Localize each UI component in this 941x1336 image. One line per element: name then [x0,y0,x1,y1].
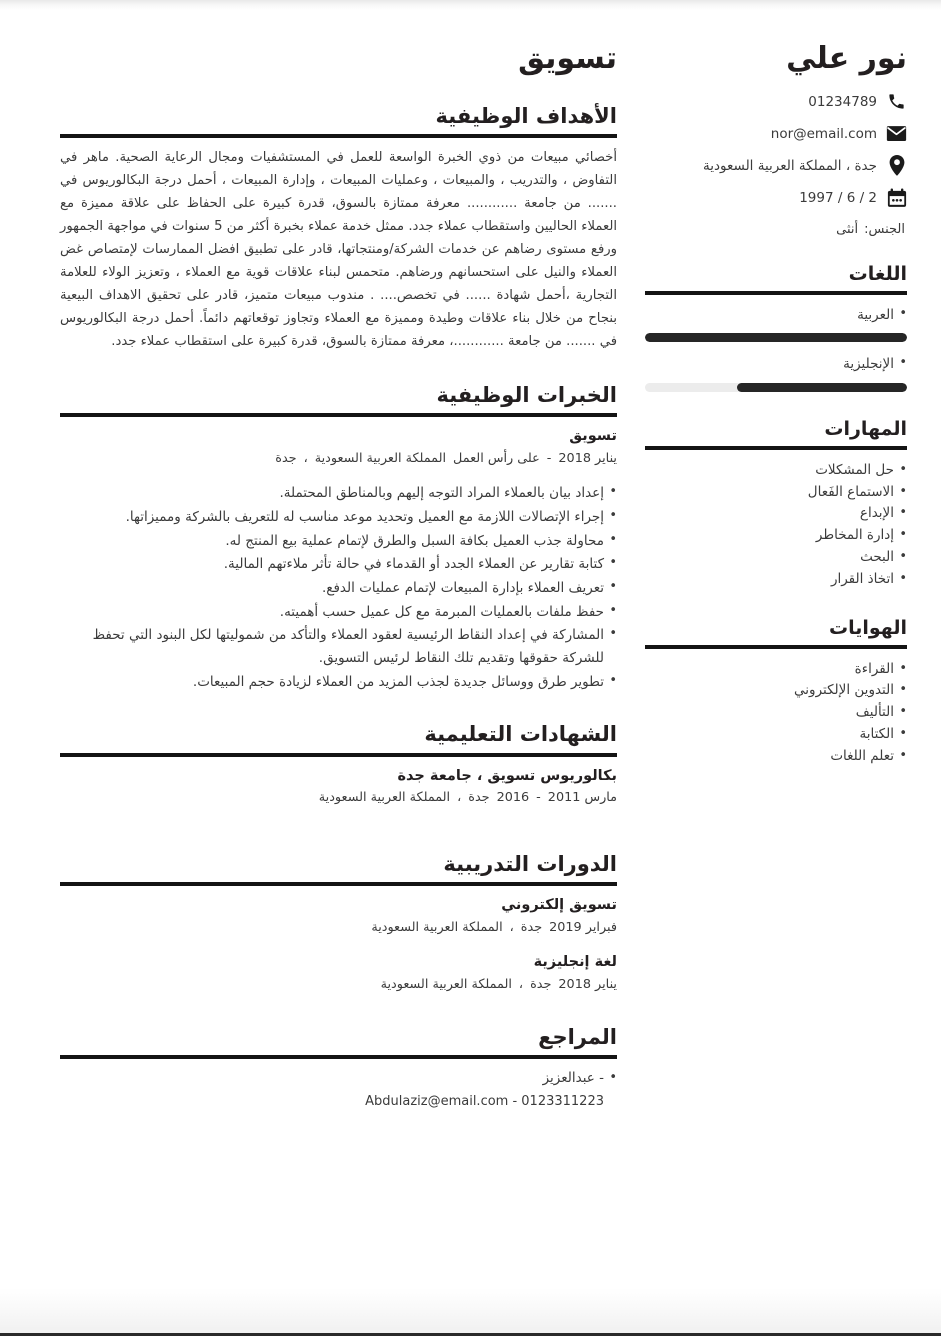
email-icon [886,123,907,144]
section-title-skills: المهارات [824,417,907,440]
course-country: المملكة العربية السعودية [371,919,503,935]
section-rule-objectives [60,134,617,138]
language-level-fill [737,383,907,392]
section-rule-skills [645,446,907,450]
course-entry [60,895,617,938]
section-rule-hobbies [645,645,907,649]
course-date: فبراير 2019 [549,919,617,935]
list-item: • الإبداع [645,503,907,525]
contact-row-location[interactable] [645,155,907,176]
list-item: • اتخاذ القرار [645,569,907,591]
experience-city: جدة [275,450,297,466]
list-item: • حل المشكلات [645,460,907,482]
skills-list [645,460,907,591]
course-location-sep: ، [509,919,514,935]
course-meta [60,918,617,938]
course-city: جدة [520,919,543,935]
list-item: • التأليف [645,702,907,724]
experience-country: المملكة العربية السعودية [314,450,447,466]
course-country: المملكة العربية السعودية [380,977,512,993]
language-level-fill [645,333,907,342]
course-title: لغة إنجليزية [533,954,617,971]
course-city: جدة [530,977,552,993]
page-title: تسويق [518,41,617,76]
section-rule-courses [60,882,617,886]
contact-phone-value: 01234789 [808,93,877,110]
list-item: • إدارة المخاطر [645,525,907,547]
gender-row [645,222,907,237]
list-item: • المشاركة في إعداد النقاط الرئيسية لعقود العملاء والتأكد من شموليتها لكل البنود التي تحفظ للشركة حقوقها وتقديم تلك النقاط لرئيس التسويق. [60,624,617,669]
education-entry [60,766,617,809]
list-item: • تطوير طرق ووسائل جديدة لجذب المزيد من العملاء لزيادة حجم المبيعات. [60,671,617,694]
experience-entry [60,426,617,693]
course-title: تسويق إلكتروني [501,897,617,914]
contact-row-phone[interactable] [645,91,907,112]
objective-paragraph: أخصائي مبيعات من ذوي الخبرة الواسعة للعمل في المستشفيات ومجال الرعاية الصحية. ماهر في التفاوض ، والتدريب ، والمبيعات ، وعمليات المبيعات ، وإدارة المبيعات ، أحمل درجة البكالوريوس في ....... من جامعة ............ معرفة ممتازة بالسوق، قدرة كبيرة على الحفاظ على علاقة مميزة مع العملاء الحاليين واستقطاب عملاء جدد. ممثل خدمة عملاء بخبرة أكثر من 5 سنوات في مواجهة الجمهور ورفع مستوى رضاهم عن خدمات الشركة/ومنتجاتها، قادر على تطبيق افضل الممارسات لإمتصاص غض العملاء والنيل على استحسانهم ورضاهم. متحمس لبناء علاقات قوية مع العملاء ، وتعزيز الولاء للعلامة التجارية ،أحمل شهادة ...... في تخصص.... . مندوب مبيعات متميز، قادر على تحقيق الاهداف البيعية بنجاح من خلال بناء علاقات وطيدة ومميزة مع العملاء وتجاوز توقعاتهم دائماً. أحمل درجة البكالوريوس في ....... من جامعة ............، معرفة ممتازة بالسوق، قدرة كبيرة على استقطاب عملاء جدد. [60,150,617,349]
section-title-languages: اللغات [848,263,907,285]
education-date-dash: - [536,790,541,806]
section-rule-languages [645,291,907,295]
course-entry [60,952,617,995]
section-rule-experience [60,413,617,417]
education-country: المملكة العربية السعودية [318,790,451,806]
education-city: جدة [468,790,490,806]
education-date-end: 2016 [496,790,530,806]
location-icon [886,155,907,176]
education-meta [60,788,617,808]
language-name: • الإنجليزية [645,354,907,376]
course-location-sep: ، [518,977,524,993]
list-item: • القراءة [645,659,907,681]
section-rule-education [60,753,617,757]
section-rule-references [60,1055,617,1059]
language-name: • العربية [645,305,907,327]
list-item: • إجراء الإتصالات اللازمة مع العميل وتحديد موعد مناسب له للتعريف بالشركة ومميزاتها. [60,506,617,529]
hobbies-list [645,659,907,768]
education-degree: بكالوريوس تسويق ، جامعة جدة [397,767,617,784]
list-item: • تعريف العملاء بإدارة المبيعات لإتمام عمليات الدفع. [60,577,617,600]
section-title-objectives: الأهداف الوظيفية [435,104,617,128]
list-item: • حفظ ملفات بالعمليات المبرمة مع كل عميل حسب أهميته. [60,601,617,624]
list-item: • إعداد بيان بالعملاء المراد التوجه إليهم وبالمناطق المحتملة. [60,482,617,505]
experience-date-start: يناير 2018 [558,450,617,466]
list-item: • - عبدالعزيز [60,1068,617,1090]
sidebar-column [631,34,913,1336]
main-column [56,34,631,1336]
contact-row-email[interactable] [645,123,907,144]
section-title-experience: الخبرات الوظيفية [436,382,617,407]
course-date: يناير 2018 [558,977,617,993]
experience-location-sep: ، [303,450,308,466]
references-list [60,1068,617,1090]
reference-contact: Abdulaziz@email.com - 0123311223 [365,1093,604,1109]
list-item: • الكتابة [645,724,907,746]
contact-list [645,91,907,208]
gender-value: أنثى [836,222,859,237]
list-item: • محاولة جذب العميل بكافة السبل والطرق لإتمام عملية بيع المنتج له. [60,530,617,553]
education-date-start: مارس 2011 [547,790,617,806]
section-title-courses: الدورات التدريبية [443,851,617,876]
list-item: • كتابة تقارير عن العملاء الجدد أو القدماء في حالة تأثر ملاءتهم المالية. [60,553,617,576]
gender-label: الجنس: [864,222,905,237]
language-item-arabic [645,305,907,343]
contact-row-birthdate[interactable] [645,187,907,208]
section-title-hobbies: الهوايات [829,616,907,639]
languages-list [645,305,907,392]
experience-date-dash: - [546,450,552,466]
contact-birthdate-value: 1997 / 6 / 2 [799,189,877,206]
section-title-education: الشهادات التعليمية [424,722,617,747]
language-level-bar [645,333,907,342]
list-item: • التدوين الإلكتروني [645,680,907,702]
list-item: • تعلم اللغات [645,746,907,768]
experience-date-end: على رأس العمل [453,450,540,466]
candidate-name: نور علي [786,41,907,76]
contact-email-value: nor@email.com [770,125,877,142]
section-title-references: المراجع [538,1024,617,1049]
language-level-bar [645,383,907,392]
phone-icon [886,91,907,112]
course-meta [60,975,617,995]
list-item: • البحث [645,547,907,569]
calendar-icon [886,187,907,208]
experience-bullets [60,482,617,693]
list-item: • الاستماع الفَعال [645,482,907,504]
experience-meta [60,449,617,469]
experience-job-title: تسويق [569,428,617,445]
education-location-sep: ، [457,790,462,806]
language-item-english [645,354,907,392]
contact-location-value: جدة ، المملكة العربية السعودية [703,157,877,174]
